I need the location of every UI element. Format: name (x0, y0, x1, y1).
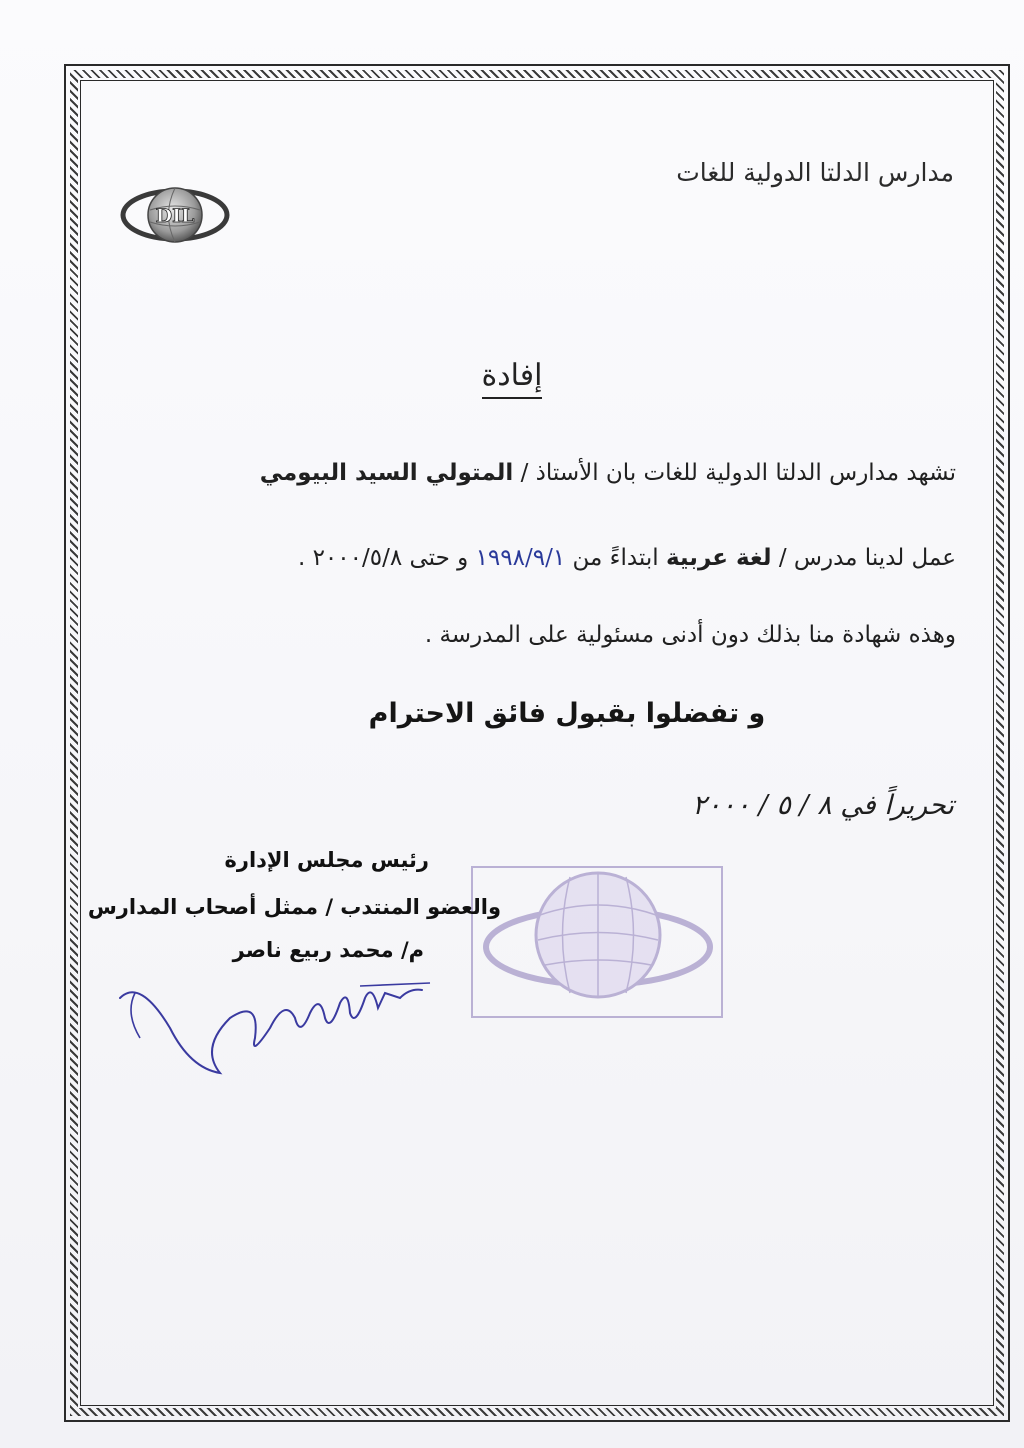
body-line-2 (298, 545, 956, 571)
line1-prefix: تشهد مدارس الدلتا الدولية للغات بان الأستاذ / (520, 460, 956, 486)
body-line-3: وهذه شهادة منا بذلك دون أدنى مسئولية على المدرسة . (424, 622, 956, 648)
closing-salutation: و تفضلوا بقبول فائق الاحترام (368, 698, 766, 729)
school-logo (120, 180, 230, 250)
handwritten-signature (110, 958, 440, 1088)
page-border-inner (80, 80, 994, 1406)
end-date: ٢٠٠٠/٥/٨ . (297, 545, 403, 571)
line2-to: و حتى (409, 545, 469, 571)
logo-text: DIL (155, 205, 195, 227)
document-title-text: إفادة (482, 358, 543, 399)
written-date: تحريراً في ٨ / ٥ / ٢٠٠٠ (692, 790, 954, 821)
signatory-role: والعضو المنتدب / ممثل أصحاب المدارس (87, 895, 501, 919)
teacher-name: المتولي السيد البيومي (259, 460, 514, 486)
line2-from: ابتداءً من (572, 545, 659, 571)
signatory-name: م/ محمد ربيع ناصر (232, 938, 424, 962)
document-title (0, 358, 1024, 393)
body-line-1 (260, 460, 956, 486)
line2-prefix: عمل لدينا مدرس / (778, 545, 956, 571)
school-name: مدارس الدلتا الدولية للغات (676, 158, 954, 187)
official-stamp (470, 855, 725, 1020)
signatory-title: رئيس مجلس الإدارة (224, 848, 429, 872)
start-date: ١٩٩٨/٩/١ (475, 545, 566, 571)
subject: لغة عربية (665, 545, 772, 571)
